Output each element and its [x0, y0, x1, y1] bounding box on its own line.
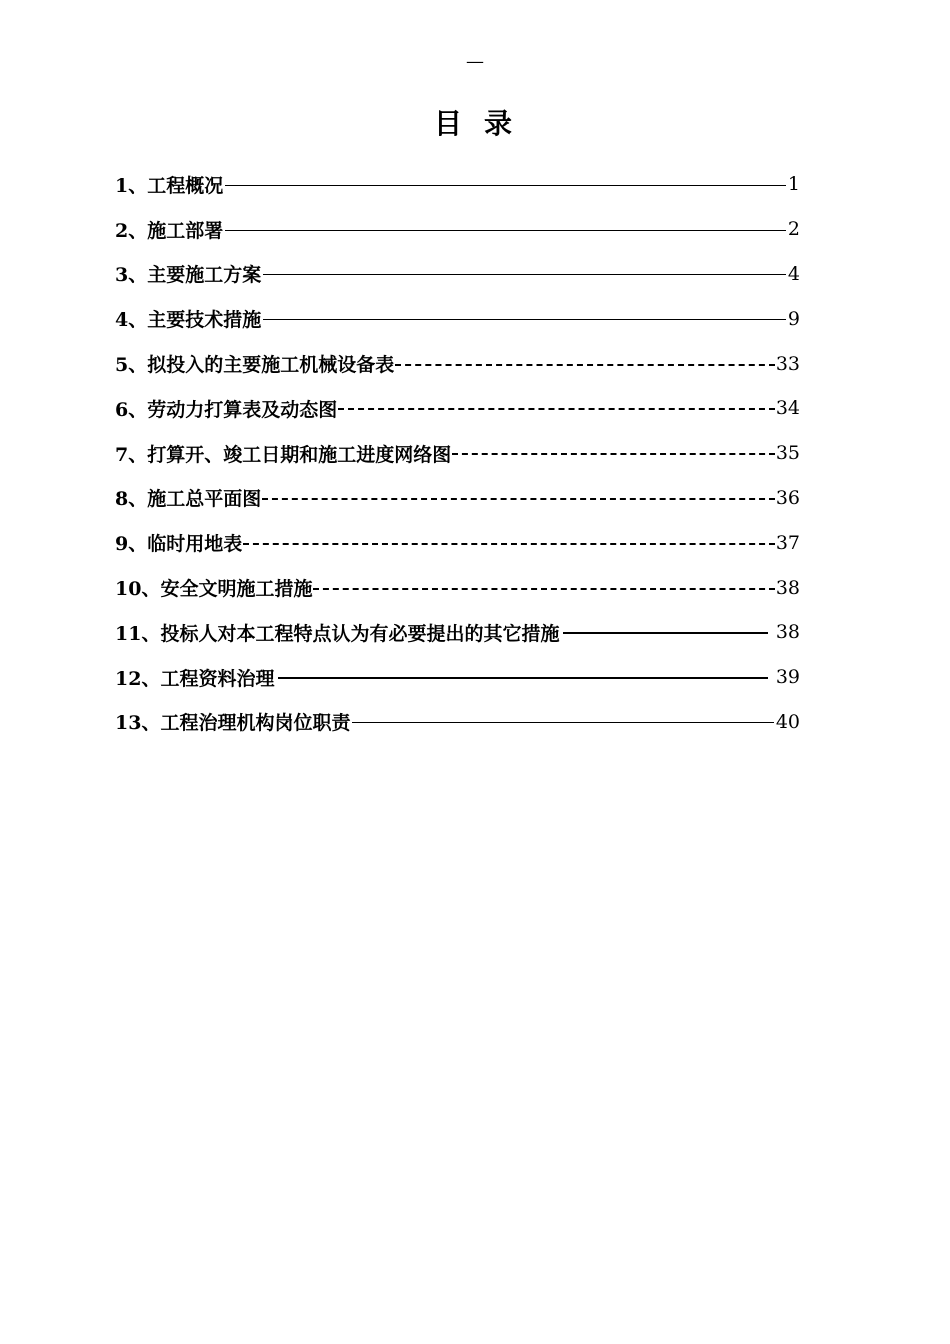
toc-entry-3[interactable] [115, 252, 800, 297]
toc-entry-page: 35 [775, 442, 800, 465]
toc-leader [263, 319, 786, 320]
toc-title: 目录 [433, 107, 534, 140]
toc-leader [225, 230, 786, 231]
toc-entry-page: 36 [775, 486, 800, 509]
toc-leader [243, 543, 775, 545]
toc-entry-1[interactable] [115, 162, 800, 207]
toc-entry-7[interactable] [115, 431, 800, 476]
toc-entry-label: 4、主要技术措施 [115, 309, 262, 332]
toc-list [115, 162, 800, 744]
toc-leader [225, 185, 786, 186]
toc-entry-8[interactable] [115, 476, 800, 521]
toc-entry-11[interactable] [115, 610, 800, 655]
toc-leader [452, 453, 775, 455]
toc-entry-page: 37 [775, 531, 800, 554]
toc-entry-label: 7、打算开、竣工日期和施工进度网络图 [115, 443, 452, 466]
toc-entry-page: 33 [775, 352, 800, 375]
toc-leader [563, 632, 767, 634]
toc-leader [313, 588, 774, 590]
toc-entry-10[interactable] [115, 565, 800, 610]
toc-entry-page: 38 [775, 576, 800, 599]
toc-entry-label: 5、拟投入的主要施工机械设备表 [115, 354, 395, 377]
toc-entry-page: 38 [775, 621, 800, 644]
toc-entry-label: 8、施工总平面图 [115, 488, 262, 511]
toc-entry-13[interactable] [115, 700, 800, 745]
toc-entry-label: 13、工程治理机构岗位职责 [115, 712, 351, 735]
toc-entry-page: 39 [775, 666, 800, 689]
toc-leader [395, 364, 775, 366]
toc-entry-page: 34 [775, 397, 800, 420]
toc-entry-12[interactable] [115, 655, 800, 700]
toc-entry-2[interactable] [115, 207, 800, 252]
toc-entry-label: 12、工程资料治理 [115, 667, 275, 690]
toc-entry-page: 9 [787, 307, 800, 330]
toc-entry-9[interactable] [115, 520, 800, 565]
toc-entry-page: 4 [787, 262, 800, 285]
toc-entry-label: 6、劳动力打算表及动态图 [115, 398, 338, 421]
toc-leader [262, 498, 775, 500]
toc-entry-5[interactable] [115, 341, 800, 386]
header-mark: — [466, 51, 484, 72]
toc-entry-label: 9、临时用地表 [115, 533, 243, 556]
toc-entry-label: 3、主要施工方案 [115, 264, 262, 287]
toc-leader [278, 677, 767, 679]
toc-leader [352, 722, 773, 723]
toc-leader [338, 408, 775, 410]
toc-entry-label: 11、投标人对本工程特点认为有必要提出的其它措施 [115, 622, 560, 645]
toc-entry-4[interactable] [115, 296, 800, 341]
toc-leader [263, 274, 786, 275]
toc-entry-page: 2 [787, 218, 800, 241]
toc-entry-label: 1、工程概况 [115, 174, 224, 197]
toc-entry-page: 1 [787, 173, 800, 196]
toc-entry-label: 2、施工部署 [115, 219, 224, 242]
toc-entry-6[interactable] [115, 386, 800, 431]
toc-entry-label: 10、安全文明施工措施 [115, 578, 313, 601]
toc-entry-page: 40 [775, 710, 800, 733]
